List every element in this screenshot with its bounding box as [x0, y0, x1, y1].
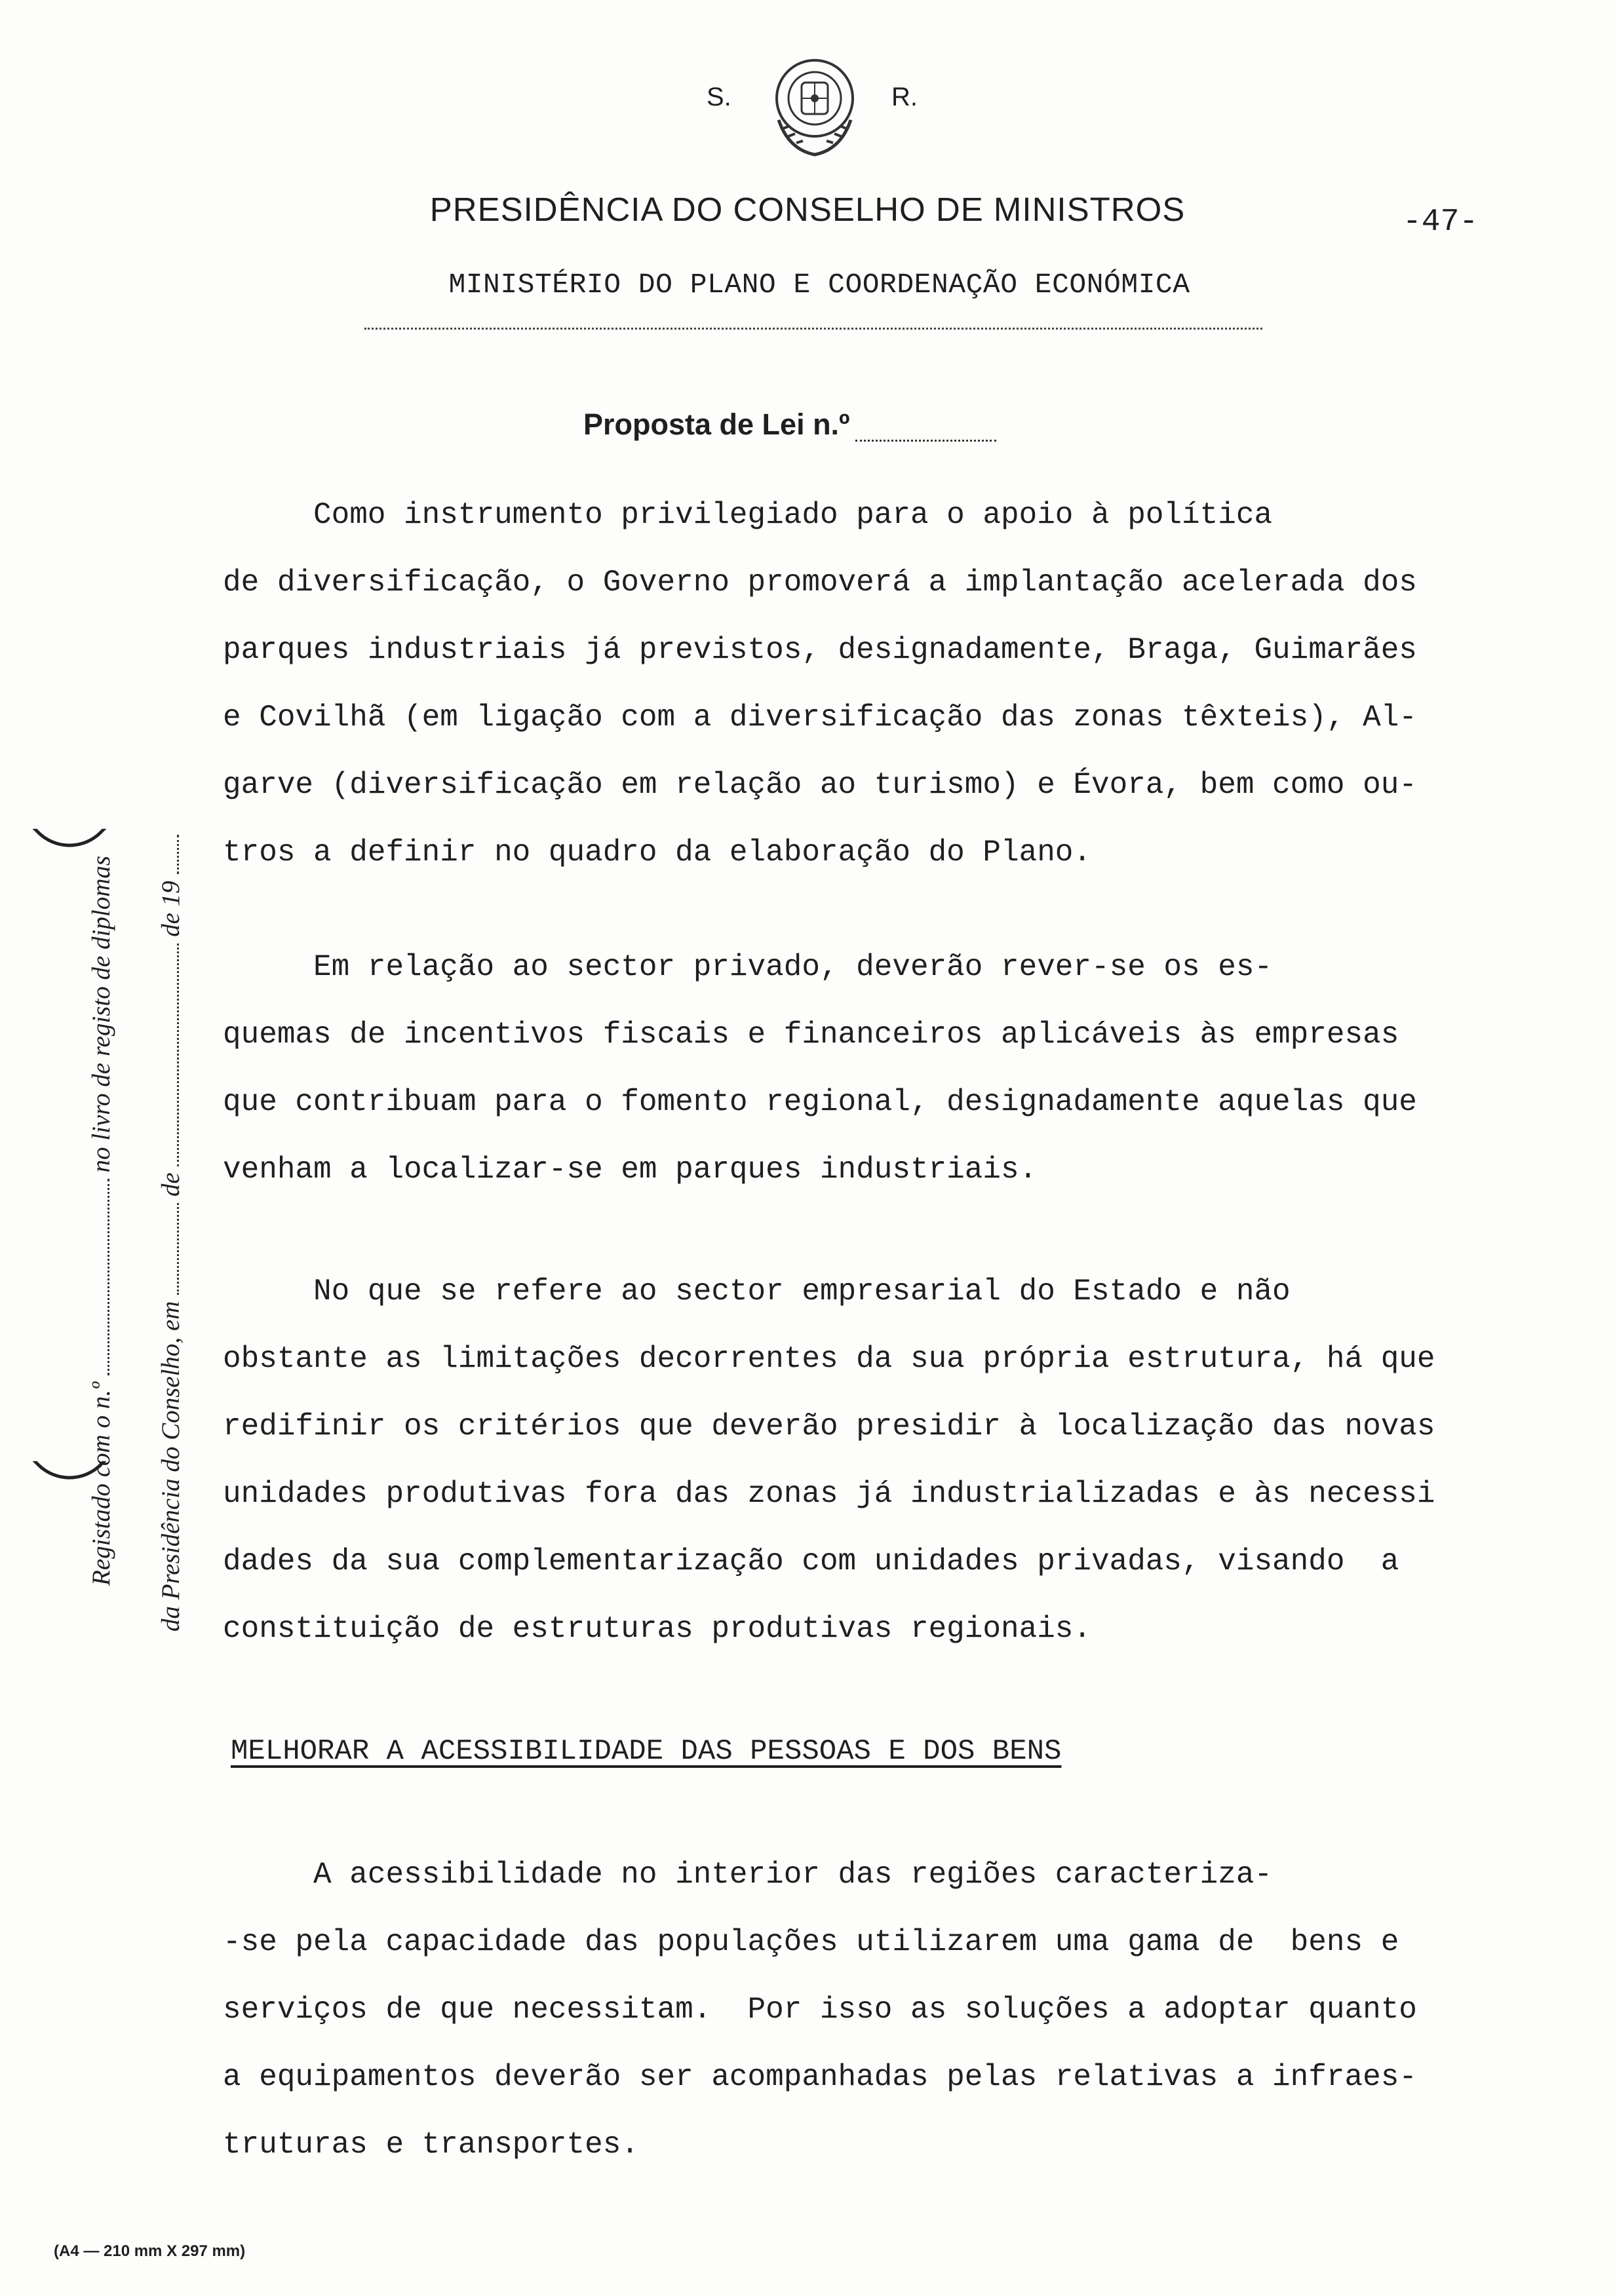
text-line: -se pela capacidade das populações utilizarem uma gama de bens e [223, 1925, 1399, 1959]
margin-text: no livro de registo de diplomas [87, 855, 115, 1173]
registration-number-blank [92, 1179, 109, 1375]
section-heading: MELHORAR A ACESSIBILIDADE DAS PESSOAS E DOS BENS [231, 1735, 1062, 1768]
text-line: parques industriais já previstos, designadamente, Braga, Guimarães [223, 633, 1417, 667]
text-line: quemas de incentivos fiscais e financeiros aplicáveis às empresas [223, 1018, 1399, 1052]
margin-registration-line-1 [87, 856, 116, 1586]
text-line: obstante as limitações decorrentes da sua própria estrutura, há que [223, 1342, 1435, 1376]
text-line: truturas e transportes. [223, 2128, 639, 2162]
text-line: venham a localizar-se em parques industriais. [223, 1153, 1038, 1187]
text-line: redifinir os critérios que deverão presidir à localização das novas [223, 1409, 1435, 1444]
margin-bracket-icon [32, 792, 106, 866]
page-number: -47- [1403, 204, 1479, 240]
margin-text: de 19 [157, 881, 185, 937]
text-line: constituição de estruturas produtivas regionais. [223, 1612, 1092, 1646]
proposta-label: Proposta de Lei n.º [583, 408, 850, 441]
text-line: de diversificação, o Governo promoverá a implantação acelerada dos [223, 565, 1417, 600]
margin-registration-line-2 [156, 835, 185, 1632]
registration-day-blank [161, 1203, 179, 1295]
ministerio-subtitle: MINISTÉRIO DO PLANO E COORDENAÇÃO ECONÓMICA [448, 269, 1190, 301]
text-line: Em relação ao sector privado, deverão rever-se os es- [223, 950, 1273, 984]
text-line: A acessibilidade no interior das regiões caracteriza- [223, 1858, 1273, 1892]
proposta-number-blank [855, 416, 996, 442]
proposta-line [583, 408, 996, 442]
presidencia-title: PRESIDÊNCIA DO CONSELHO DE MINISTROS [429, 191, 1186, 228]
margin-text: da Presidência do Conselho, em [157, 1301, 185, 1632]
margin-text: de [157, 1172, 185, 1197]
coat-of-arms-icon [762, 51, 867, 163]
text-line: No que se refere ao sector empresarial do Estado e não [223, 1274, 1291, 1309]
header-letter-s: S. [707, 83, 731, 111]
text-line: que contribuam para o fomento regional, designadamente aquelas que [223, 1085, 1417, 1119]
text-line: a equipamentos deverão ser acompanhadas pelas relativas a infraes- [223, 2060, 1417, 2094]
paper-size-note: (A4 — 210 mm X 297 mm) [54, 2242, 246, 2260]
text-line: e Covilhã (em ligação com a diversificação das zonas têxteis), Al- [223, 700, 1417, 735]
text-line: tros a definir no quadro da elaboração do Plano. [223, 835, 1092, 870]
registration-month-blank [161, 944, 179, 1166]
header-letter-r: R. [891, 83, 918, 111]
header-divider [364, 328, 1262, 330]
text-line: garve (diversificação em relação ao turismo) e Évora, bem como ou- [223, 768, 1417, 802]
margin-text: Registado com o n.º [87, 1381, 115, 1586]
text-line: Como instrumento privilegiado para o apoio à política [223, 498, 1273, 532]
registration-year-blank [161, 835, 179, 874]
text-line: serviços de que necessitam. Por isso as soluções a adoptar quanto [223, 1993, 1417, 2027]
text-line: dades da sua complementarização com unidades privadas, visando a [223, 1544, 1399, 1578]
text-line: unidades produtivas fora das zonas já industrializadas e às necessi [223, 1477, 1435, 1511]
